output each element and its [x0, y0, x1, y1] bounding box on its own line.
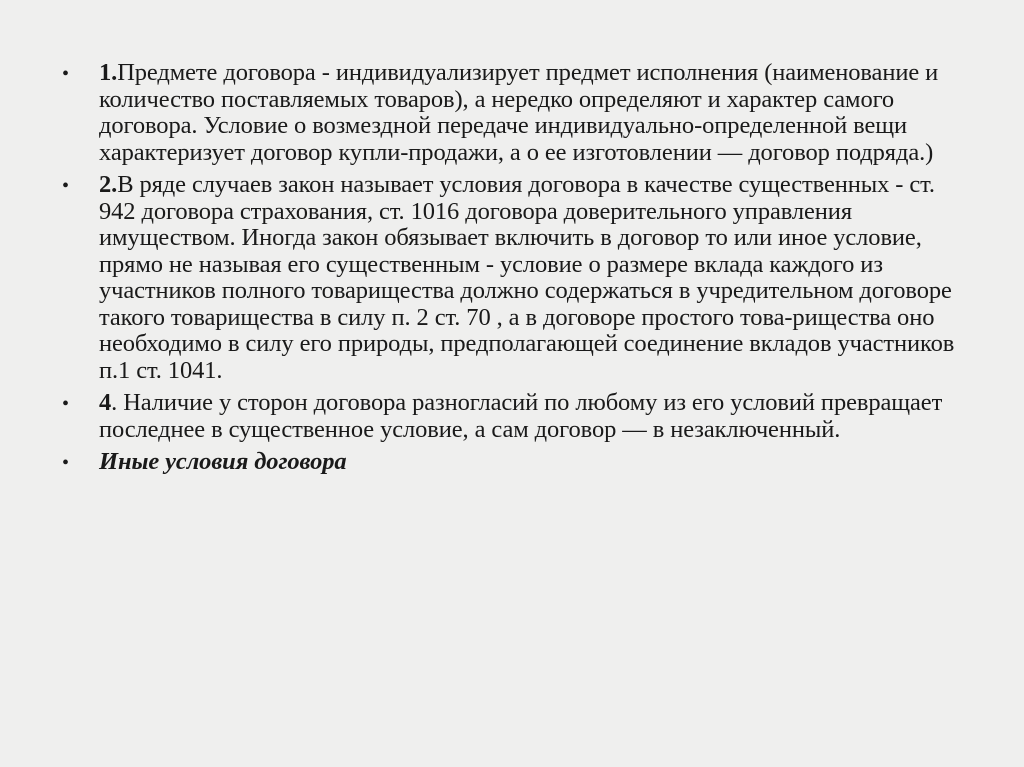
bullet-text-3 [99, 390, 962, 443]
bullet-body-3: . Наличие у сторон договора разногласий по любому из его условий превращает последнее в существенное условие, а сам договор — в незаключенный. [99, 389, 943, 443]
bullet-list [62, 60, 962, 483]
bullet-item-1 [62, 60, 962, 166]
bullet-item-2 [62, 172, 962, 384]
bullet-icon: • [62, 393, 70, 415]
bullet-text-4 [99, 449, 962, 476]
bullet-number-3: 4 [99, 389, 112, 416]
bullet-number-2: 2. [99, 171, 118, 198]
bullet-text-1 [99, 60, 962, 166]
bullet-icon: • [62, 175, 70, 197]
bullet-icon: • [62, 63, 70, 85]
bullet-number-1: 1. [99, 59, 118, 86]
section-heading: Иные условия договора [99, 448, 347, 475]
bullet-item-3 [62, 390, 962, 443]
bullet-text-2 [99, 172, 962, 384]
bullet-icon: • [62, 452, 70, 474]
bullet-item-4 [62, 449, 962, 477]
bullet-body-2: В ряде случаев закон называет условия договора в качестве существенных - ст. 942 договора страхования, ст. 1016 договора доверительного управления имуществом. Иногда закон обязывает включить в договор то или иное условие, прямо не называя его существенным - условие о размере вклада каждого из участников полного товарищества должно содержаться в учредительном договоре такого товарищества в силу п. 2 ст. 70 , а в договоре простого това-рищества оно необходимо в силу его природы, предполагающей соединение вкладов участников п.1 ст. 1041. [99, 171, 955, 384]
bullet-body-1: Предмете договора - индивидуализирует предмет исполнения (наименование и количество поставляемых товаров), а нередко определяют и характер самого договора. Условие о возмездной передаче индивидуально-определенной вещи характеризует договор купли-продажи, а о ее изготовлении — договор подряда.) [99, 59, 939, 166]
